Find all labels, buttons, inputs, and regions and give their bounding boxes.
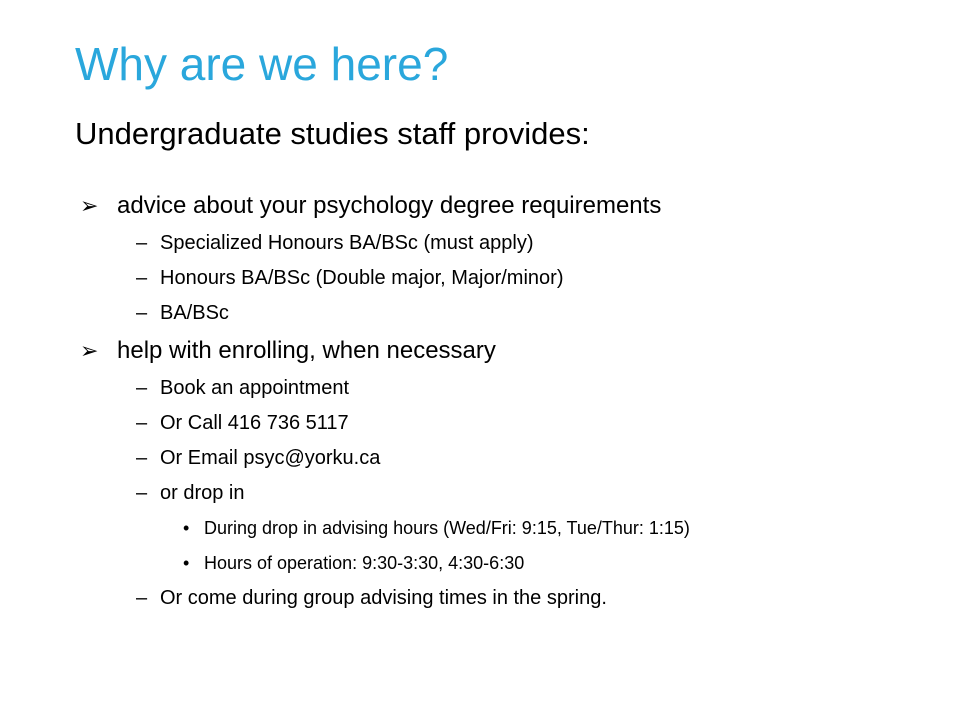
sub-bullet-honours xyxy=(80,261,940,296)
sub-bullet-appointment xyxy=(80,371,940,406)
dot-bullet-icon: • xyxy=(183,553,190,573)
sub-bullet-specialized-honours xyxy=(80,226,940,261)
sub-bullet-text: Specialized Honours BA/BSc (must apply) xyxy=(160,232,534,254)
sub-bullet-ba-bsc xyxy=(80,296,940,331)
sub-bullet-text: BA/BSc xyxy=(160,302,229,324)
slide-title: Why are we here? xyxy=(75,38,449,90)
bullet-list xyxy=(80,186,940,616)
dash-bullet-icon: – xyxy=(136,447,148,469)
sub-bullet-text: Or Email psyc@yorku.ca xyxy=(160,447,381,469)
sub-sub-bullet-advising-hours xyxy=(80,511,940,546)
sub-sub-bullet-text: During drop in advising hours (Wed/Fri: 9:15, Tue/Thur: 1:15) xyxy=(204,518,690,538)
sub-sub-bullet-operation-hours xyxy=(80,546,940,581)
dash-bullet-icon: – xyxy=(136,587,148,609)
sub-bullet-text: Book an appointment xyxy=(160,377,350,399)
bullet-enrolling-help xyxy=(80,331,940,371)
bullet-text: advice about your psychology degree requirements xyxy=(117,192,662,219)
dash-bullet-icon: – xyxy=(136,482,148,504)
sub-bullet-text: Or Call 416 736 5117 xyxy=(160,412,349,434)
sub-bullet-text: Or come during group advising times in the spring. xyxy=(160,587,607,609)
dash-bullet-icon: – xyxy=(136,412,148,434)
dash-bullet-icon: – xyxy=(136,232,148,254)
sub-bullet-drop-in xyxy=(80,476,940,511)
sub-bullet-group-advising xyxy=(80,581,940,616)
sub-bullet-text: or drop in xyxy=(160,482,245,504)
arrow-bullet-icon: ➢ xyxy=(80,193,99,218)
bullet-advice xyxy=(80,186,940,226)
slide-subtitle: Undergraduate studies staff provides: xyxy=(75,116,590,151)
sub-bullet-text: Honours BA/BSc (Double major, Major/minor) xyxy=(160,267,564,289)
sub-bullet-call xyxy=(80,406,940,441)
dash-bullet-icon: – xyxy=(136,302,148,324)
bullet-text: help with enrolling, when necessary xyxy=(117,337,496,364)
sub-bullet-email xyxy=(80,441,940,476)
dash-bullet-icon: – xyxy=(136,377,148,399)
sub-sub-bullet-text: Hours of operation: 9:30-3:30, 4:30-6:30 xyxy=(204,553,525,573)
dash-bullet-icon: – xyxy=(136,267,148,289)
dot-bullet-icon: • xyxy=(183,518,190,538)
arrow-bullet-icon: ➢ xyxy=(80,338,99,363)
